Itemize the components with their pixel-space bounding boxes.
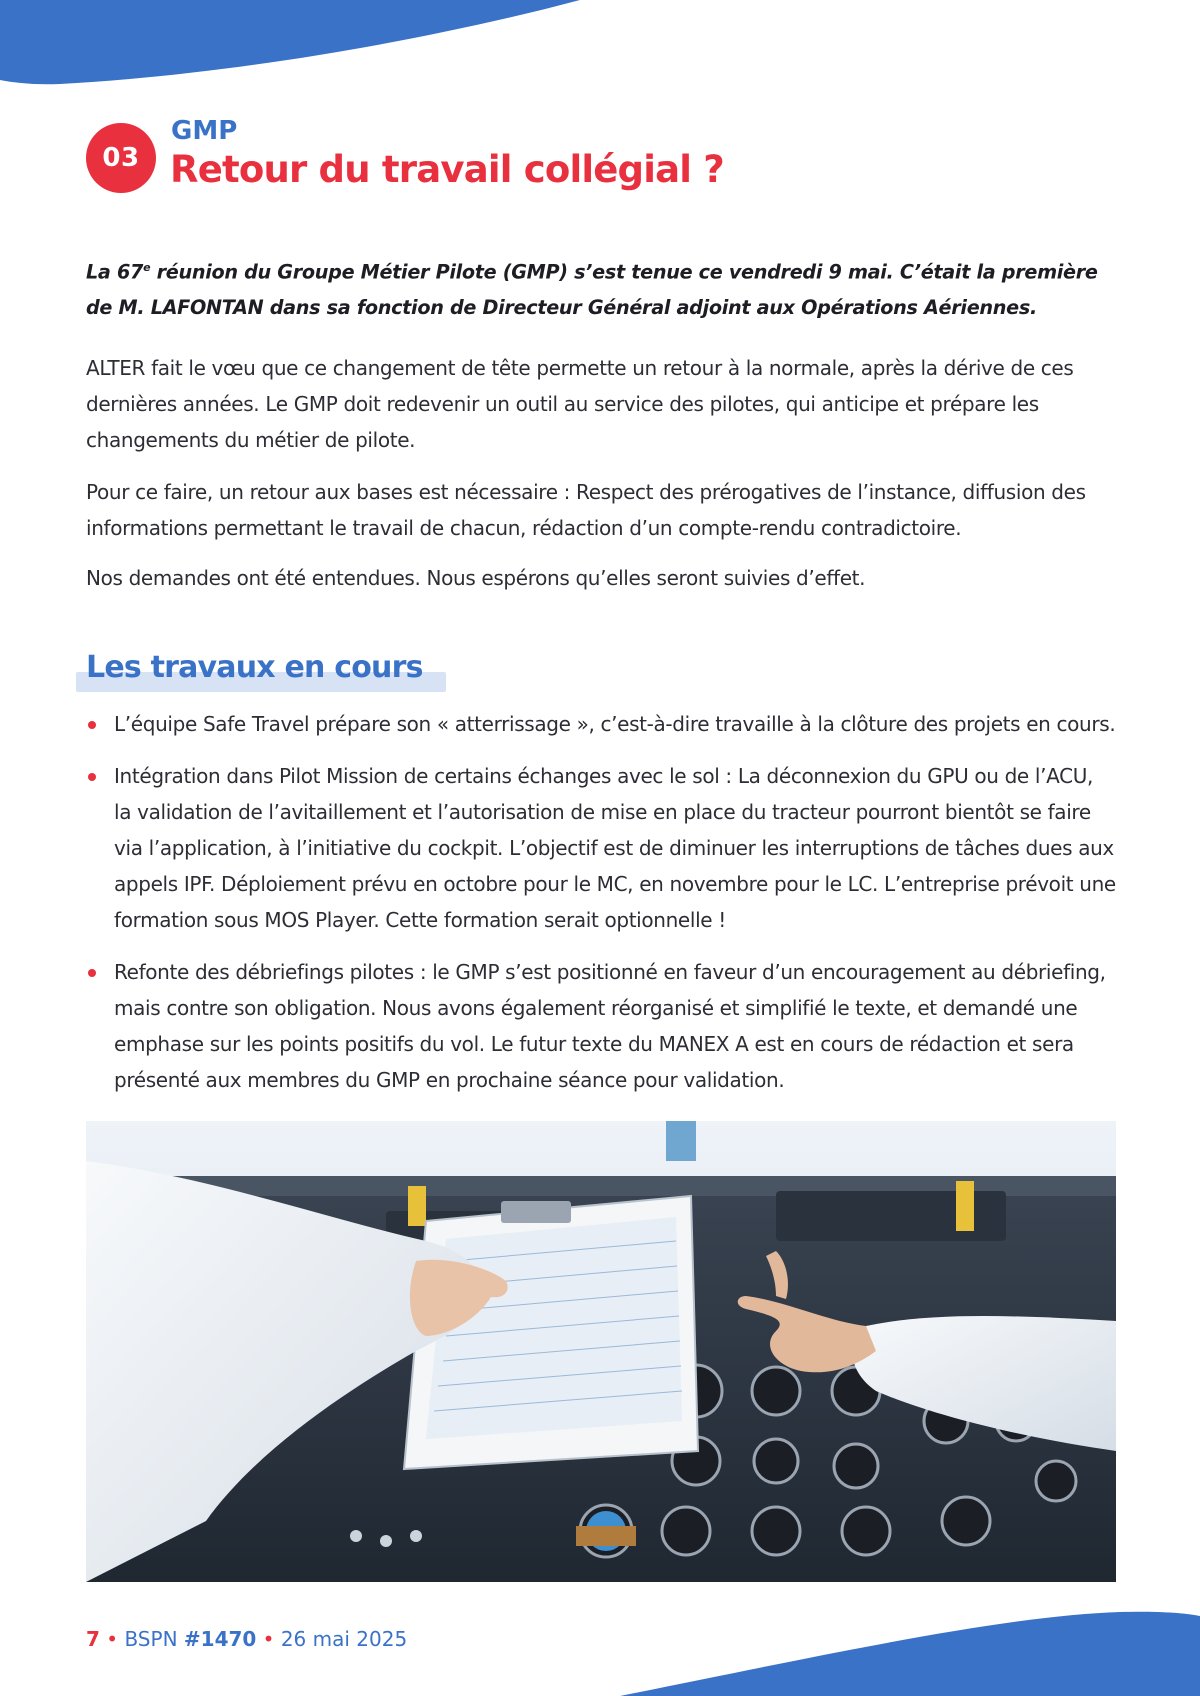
section-number: 03	[102, 143, 140, 173]
publication-date: 26 mai 2025	[280, 1627, 408, 1651]
issue-number: #1470	[183, 1627, 257, 1651]
lead-paragraph	[86, 250, 1116, 326]
bullet-dot-icon	[88, 721, 96, 729]
body-paragraph: Pour ce faire, un retour aux bases est nécessaire : Respect des prérogatives de l’instance, diffusion des informations permettant le travail de chacun, rédaction d’un compte-rendu contradictoire.	[86, 480, 1086, 540]
bullet-dot-icon	[88, 969, 96, 977]
footer-separator: •	[99, 1627, 125, 1651]
top-wave-decoration	[0, 0, 1200, 100]
bullet-list	[86, 706, 1116, 1114]
lead-part-1: La 67	[86, 260, 144, 284]
bullet-dot-icon	[88, 773, 96, 781]
body-paragraph: ALTER fait le vœu que ce changement de tête permette un retour à la normale, après la dérive de ces dernières années. Le GMP doit redevenir un outil au service des pilotes, qui anticipe et prépare les changements du métier de pilote.	[86, 356, 1074, 452]
lead-superscript: e	[143, 261, 151, 274]
publication-name: BSPN	[124, 1627, 184, 1651]
lead-part-2: réunion du Groupe Métier Pilote (GMP) s’est tenue ce vendredi 9 mai. C’était la première de M. LAFONTAN dans sa fonction de Directeur Général adjoint aux Opérations Aériennes.	[86, 260, 1098, 320]
footer-separator: •	[256, 1627, 281, 1651]
page-title: Retour du travail collégial ?	[170, 148, 724, 191]
list-item	[86, 706, 1116, 742]
body-paragraph: Nos demandes ont été entendues. Nous espérons qu’elles seront suivies d’effet.	[86, 566, 866, 590]
section-number-badge	[86, 123, 156, 193]
section-kicker: GMP	[171, 116, 238, 146]
list-item-text: L’équipe Safe Travel prépare son « atterrissage », c’est-à-dire travaille à la clôture des projets en cours.	[114, 712, 1116, 736]
section-heading: Les travaux en cours	[86, 650, 423, 685]
list-item-text: Refonte des débriefings pilotes : le GMP s’est positionné en faveur d’un encouragement au débriefing, mais contre son obligation. Nous avons également réorganisé et simplifié le texte, et demandé une emphase sur les points positifs du vol. Le futur texte du MANEX A est en cours de rédaction et sera présenté aux membres du GMP en prochaine séance pour validation.	[114, 960, 1106, 1092]
list-item	[86, 758, 1116, 938]
page-footer	[86, 1627, 407, 1651]
list-item	[86, 954, 1116, 1098]
cockpit-photo	[86, 1121, 1116, 1582]
list-item-text: Intégration dans Pilot Mission de certains échanges avec le sol : La déconnexion du GPU ou de l’ACU, la validation de l’avitaillement et l’autorisation de mise en place du tracteur pourront bientôt se faire via l’application, à l’initiative du cockpit. L’objectif est de diminuer les interruptions de tâches dues aux appels IPF. Déploiement prévu en octobre pour le MC, en novembre pour le LC. L’entreprise prévoit une formation sous MOS Player. Cette formation serait optionnelle !	[114, 764, 1116, 932]
page-number: 7	[86, 1627, 100, 1651]
